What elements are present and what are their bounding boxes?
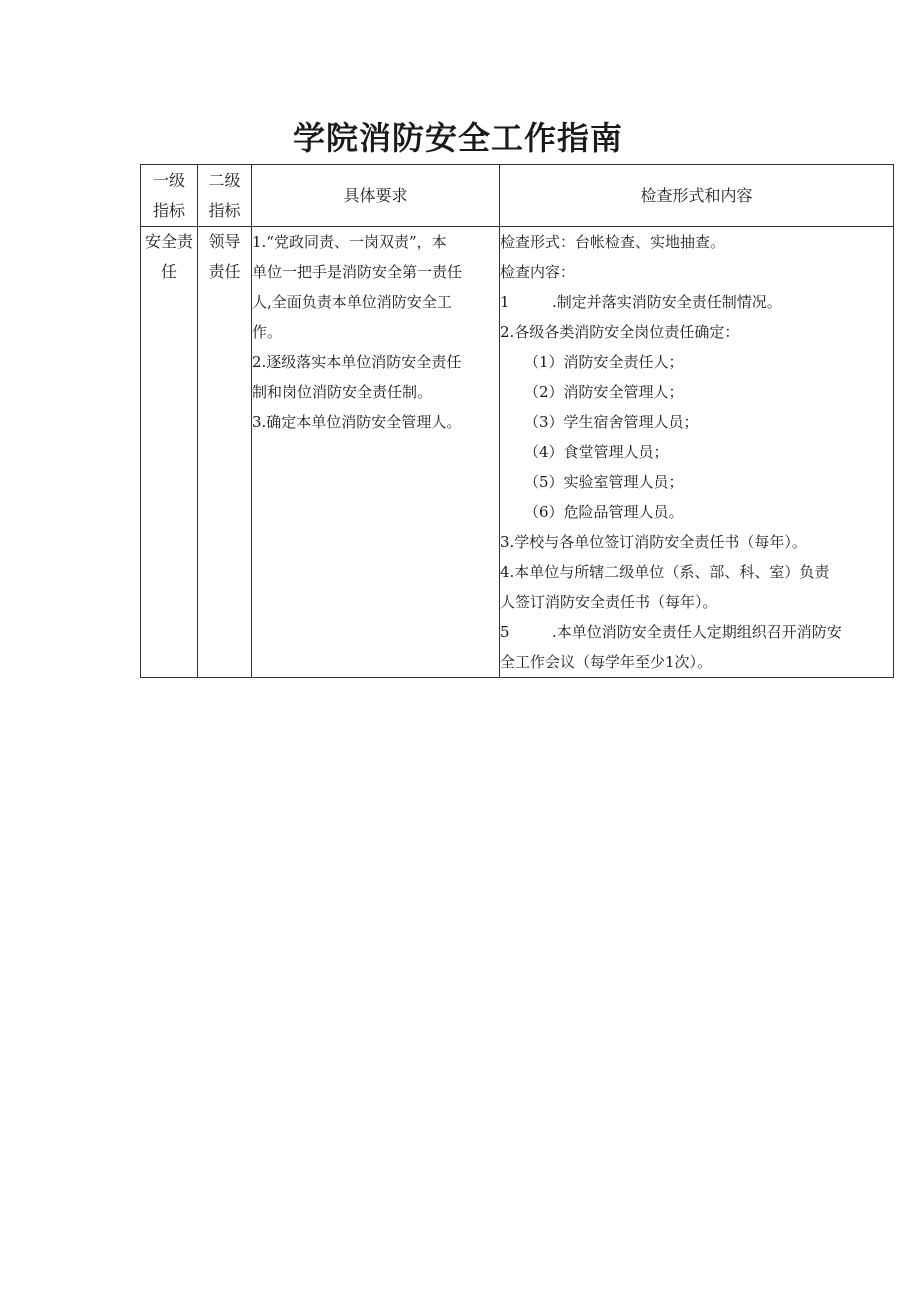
requirement-line: 制和岗位消防安全责任制。 [252, 383, 433, 401]
header-inspection: 检查形式和内容 [500, 165, 894, 227]
guide-table [140, 164, 894, 678]
table-header-row [141, 165, 894, 227]
inspection-item-4-cont: 人签订消防安全责任书（每年）。 [500, 593, 718, 611]
inspection-content-label: 检查内容： [500, 263, 576, 281]
inspection-item-5-cont: 全工作会议（每学年至少1次）。 [500, 653, 713, 671]
inspection-item-1: 1 .制定并落实消防安全责任制情况。 [500, 293, 782, 311]
requirement-line: 单位一把手是消防安全第一责任 [252, 263, 463, 281]
row-inspection [500, 227, 894, 678]
table-row [141, 227, 894, 678]
row-requirements [252, 227, 500, 678]
requirement-line: 3.确定本单位消防安全管理人。 [252, 413, 462, 431]
inspection-sub-item: （2）消防安全管理人； [524, 383, 684, 401]
requirement-line: 1.“党政同责、一岗双责”，本 [252, 233, 447, 251]
inspection-item-5: 5 .本单位消防安全责任人定期组织召开消防安 [500, 623, 842, 641]
inspection-item-2: 2.各级各类消防安全岗位责任确定： [500, 323, 740, 341]
requirement-line: 作。 [252, 323, 283, 341]
inspection-form: 检查形式：台帐检查、实地抽查。 [500, 233, 726, 251]
inspection-sub-item: （1）消防安全责任人； [524, 353, 684, 371]
header-level1: 一级 指标 [141, 165, 198, 227]
requirement-line: 2.逐级落实本单位消防安全责任 [252, 353, 462, 371]
row-level1: 安全责 任 [141, 227, 198, 678]
inspection-item-3: 3.学校与各单位签订消防安全责任书（每年）。 [500, 533, 807, 551]
requirement-line: 人,全面负责本单位消防安全工 [252, 293, 452, 311]
inspection-sub-item: （3）学生宿舍管理人员； [524, 413, 699, 431]
row-level2: 领导 责任 [198, 227, 252, 678]
inspection-item-4: 4.本单位与所辖二级单位（系、部、科、室）负责 [500, 563, 830, 581]
inspection-sub-item: （4）食堂管理人员； [524, 443, 669, 461]
header-level2: 二级 指标 [198, 165, 252, 227]
inspection-sub-item: （5）实验室管理人员； [524, 473, 684, 491]
inspection-sub-item: （6）危险品管理人员。 [524, 503, 684, 521]
document-title: 学院消防安全工作指南 [292, 119, 623, 157]
header-requirements: 具体要求 [252, 165, 500, 227]
